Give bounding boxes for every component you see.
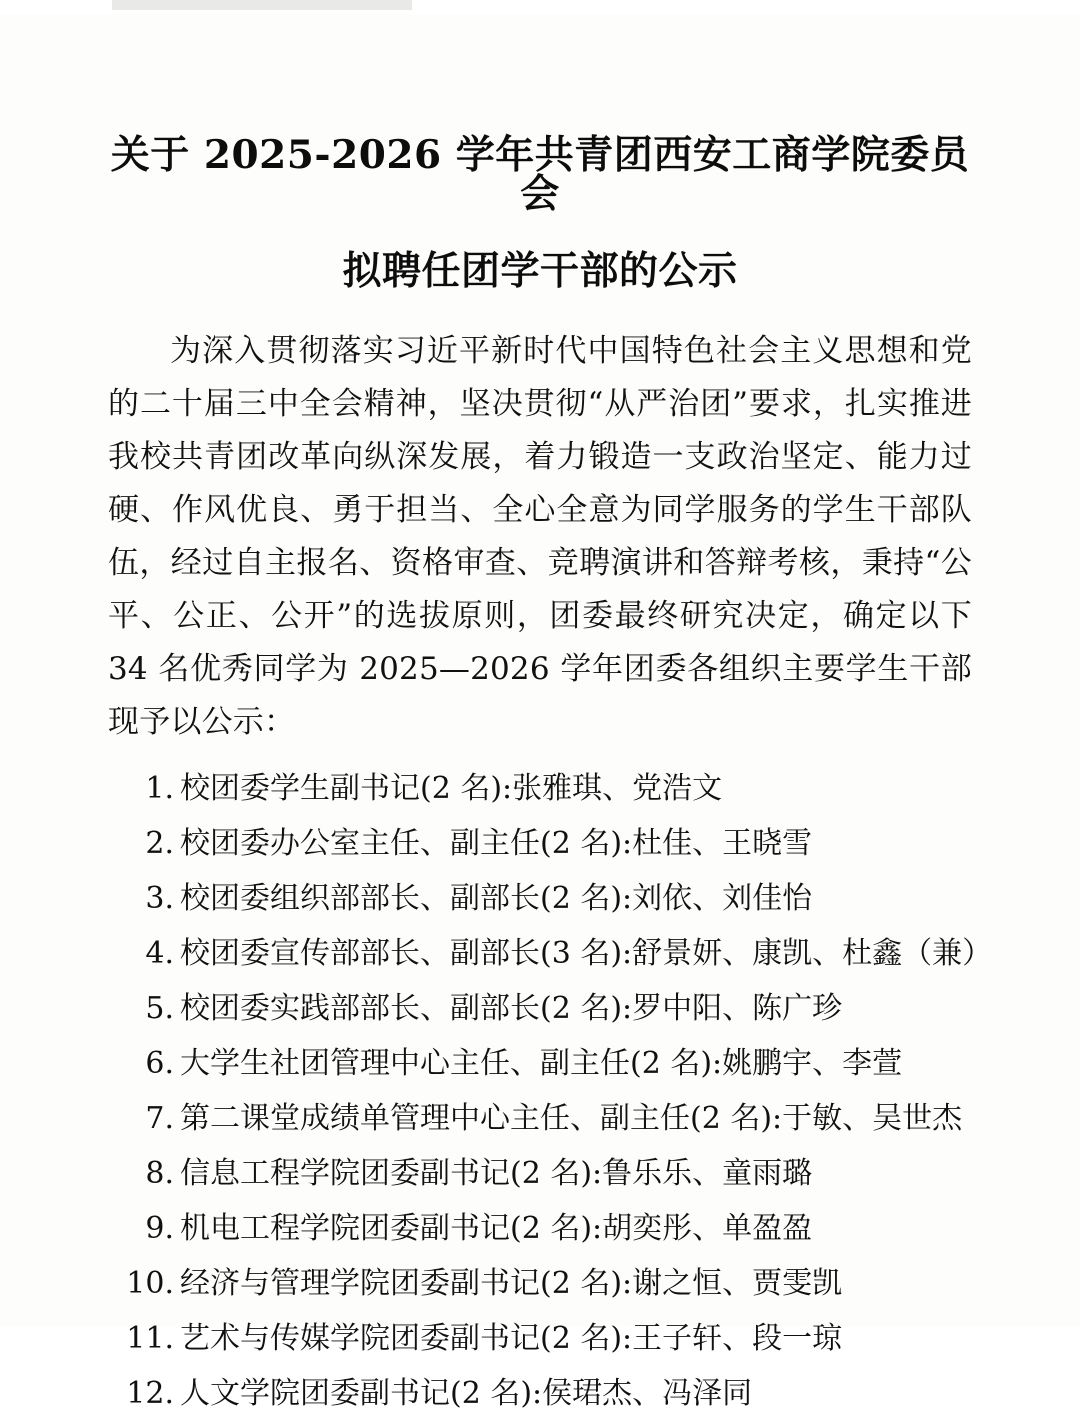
- list-item-number: 12.: [126, 1376, 174, 1411]
- list-item-number: 8.: [145, 1156, 174, 1191]
- list-item: [122, 1366, 972, 1421]
- list-item-number: 3.: [145, 881, 174, 916]
- list-item-text: 经济与管理学院团委副书记(2 名):谢之恒、贾雯凯: [180, 1266, 843, 1301]
- list-item-text: 校团委宣传部部长、副部长(3 名):舒景妍、康凯、杜鑫（兼）: [180, 936, 993, 971]
- page-title-line-2: 拟聘任团学干部的公示: [342, 248, 738, 294]
- list-item-text: 校团委学生副书记(2 名):张雅琪、党浩文: [180, 771, 723, 806]
- list-item-number: 5.: [145, 991, 174, 1026]
- list-item: [122, 871, 972, 926]
- top-strip: [0, 0, 1080, 14]
- list-item: [122, 1256, 972, 1311]
- list-item-number: 11.: [126, 1321, 174, 1356]
- list-item-number: 4.: [145, 936, 174, 971]
- list-item: [122, 1201, 972, 1256]
- list-item: [122, 1091, 972, 1146]
- list-item-number: 6.: [145, 1046, 174, 1081]
- list-item: [122, 1311, 972, 1366]
- list-item-number: 9.: [145, 1211, 174, 1246]
- list-item: [122, 761, 972, 816]
- list-item: [122, 1146, 972, 1201]
- list-item-text: 校团委办公室主任、副主任(2 名):杜佳、王晓雪: [180, 826, 813, 861]
- list-item-text: 大学生社团管理中心主任、副主任(2 名):姚鹏宇、李萱: [180, 1046, 903, 1081]
- list-item: [122, 981, 972, 1036]
- list-item-text: 人文学院团委副书记(2 名):侯珺杰、冯泽同: [180, 1376, 753, 1411]
- redacted-header-bar: [112, 0, 412, 10]
- page-title-line-1: 关于 2025-2026 学年共青团西安工商学院委员会: [110, 132, 970, 217]
- list-item-number: 1.: [145, 771, 174, 806]
- page-title: [108, 0, 972, 294]
- list-item-text: 第二课堂成绩单管理中心主任、副主任(2 名):于敏、吴世杰: [180, 1101, 963, 1136]
- list-item-text: 机电工程学院团委副书记(2 名):胡奕彤、单盈盈: [180, 1211, 813, 1246]
- list-item-number: 2.: [145, 826, 174, 861]
- list-item-text: 校团委实践部部长、副部长(2 名):罗中阳、陈广珍: [180, 991, 843, 1026]
- list-item: [122, 926, 993, 981]
- list-item-text: 校团委组织部部长、副部长(2 名):刘依、刘佳怡: [180, 881, 813, 916]
- list-item-text: 艺术与传媒学院团委副书记(2 名):王子轩、段一琼: [180, 1321, 843, 1356]
- list-item-number: 7.: [145, 1101, 174, 1136]
- list-item-text: 信息工程学院团委副书记(2 名):鲁乐乐、童雨璐: [180, 1156, 813, 1191]
- intro-paragraph: 为深入贯彻落实习近平新时代中国特色社会主义思想和党的二十届三中全会精神，坚决贯彻“从严治团”要求，扎实推进我校共青团改革向纵深发展，着力锻造一支政治坚定、能力过硬、作风优良、勇于担当、全心全意为同学服务的学生干部队伍，经过自主报名、资格审查、竞聘演讲和答辩考核，秉持“公平、公正、公开”的选拔原则，团委最终研究决定，确定以下 34 名优秀同学为 2025—2026 学年团委各组织主要学生干部现予以公示：: [108, 333, 972, 740]
- list-item-number: 10.: [126, 1266, 174, 1301]
- list-item: [122, 816, 972, 871]
- appointment-list: [108, 749, 993, 1421]
- list-item: [122, 1036, 972, 1091]
